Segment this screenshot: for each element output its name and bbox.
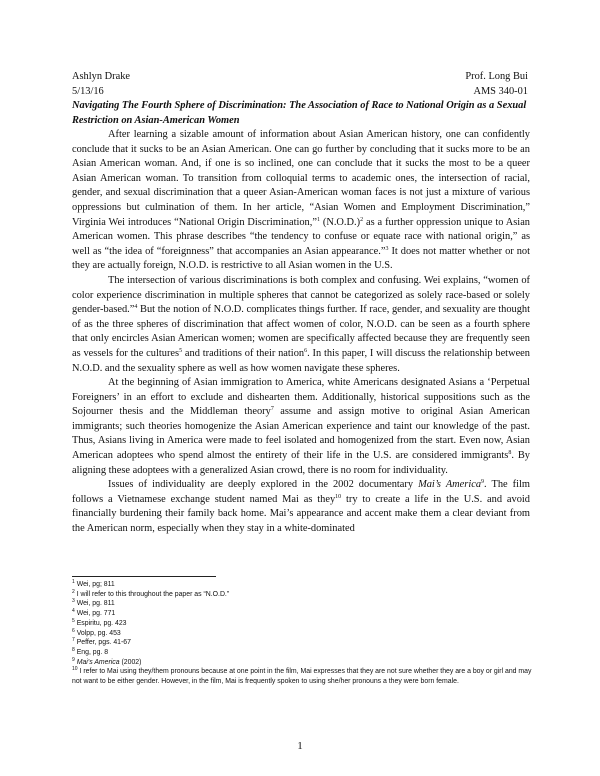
author-name: Ashlyn Drake [72,71,131,82]
footnote-ref-1[interactable]: 1 [316,216,320,223]
footnote: $^6$ Volpp, pg. 453 [72,627,121,637]
paragraph-3: At the beginning of Asian immigration to America, white Americans designated Asians a ‘Perpetual Foreigners’ in an effort to exclude and dishearten them. Additionally, historical suppositions such as the Sojourner thesis and the Middleman theory$^7$ assume and assign motive to original Asian American immigrants; such theories homogenize the Asian American experience and taint our knowledge of the past. Thus, Asians living in America were made to feel isolated and homogenized from the start. Even now, Asian American adoptees who spend almost the entirety of their life in the U.S. are considered immigrants$^8$. By aligning these adoptees with a generalized Asian crowd, there is no room for individuality. [72,377,530,476]
footnote: $^4$ Wei, pg. 771 [72,608,116,618]
footnote: $^9$ Mai’s America (2002) [72,656,142,666]
footnote: $^{10}$ I refer to Mai using they/them pronouns because at one point in the film, Mai expresses that they are not sure whether they are a boy or girl and may not want to be either gender. However, in the film, Mai is frequently spoken to using she/her pronouns a they were born female. [72,666,532,686]
footnote: $^7$ Peffer, pgs. 41-67 [72,637,131,647]
paper-title: Navigating The Fourth Sphere of Discrimination: The Association of Race to National Origin as a Sexual Restriction on Asian-American Women [72,100,527,126]
footnote-ref-6[interactable]: 6 [304,347,308,354]
professor-name: Prof. Long Bui [465,71,528,82]
footnote-ref-7[interactable]: 7 [270,406,274,413]
footnote: $^2$ I will refer to this throughout the paper as “N.O.D.” [72,588,230,598]
paragraph-2: The intersection of various discriminations is both complex and confusing. Wei explains, “women of color experience discrimination in multiple spheres that cannot be categorized as solely race-based or solely gender-based.”$^4$ But the notion of N.O.D. complicates things further. If race, gender, and sexuality are thought of as the three spheres of discrimination that affect women of color, N.O.D. can be seen as a fourth sphere that only encircles Asian American women; women are specifically affected because they are frequently seen as vessels for the cultures$^5$ and traditions of their nation$^6$. In this paper, I will discuss the relationship between N.O.D. and the sexuality sphere as well as how women navigate these spheres. [72,274,530,374]
footnote: $^3$ Wei, pg. 811 [72,598,115,608]
film-title: Mai’s America [418,479,482,491]
header-line-2 [72,85,528,100]
footnote: $^5$ Espiritu, pg. 423 [72,617,127,627]
header-line-1 [72,70,528,85]
footnote-ref-2[interactable]: 2 [360,216,364,223]
footnote-ref-5[interactable]: 5 [179,347,183,354]
footnote-ref-3[interactable]: 3 [385,245,389,252]
paragraph-1: After learning a sizable amount of information about Asian American history, one can confidently conclude that it sucks to be an Asian American. One can go further by concluding that it sucks more to be an Asian American woman. And, if one is so inclined, one can conclude that it sucks the most to be a queer Asian American woman. To transition from colloquial terms to academic ones, the intersection of racial, gender, and sexual discrimination that a queer Asian-American woman faces is not just a mixture of various oppressions but culmination of them. In her article, “Asian Women and Employment Discrimination,” Virginia Wei introduces “National Origin Discrimination,”$^1$ $(N.O.D.)^2$ as a further oppression unique to Asian American women. This phrase describes “the tendency to confuse or equate race with national origin,” as well as “the idea of “foreignness” that accompanies an Asian appearance.”$^3$ It does not matter whether or not they are actually foreign, N.O.D. is restrictive to all Asian women in the U.S. [72,129,530,272]
footnote-ref-4[interactable]: 4 [134,304,138,311]
footnote-ref-8[interactable]: 8 [508,450,512,457]
footnotes [72,580,532,687]
footnote: $^8$ Eng, pg. 8 [72,646,109,656]
course-code: AMS 340-01 [473,86,528,97]
date: 5/13/16 [72,86,104,97]
footnote: $^1$ Wei, pg; 811 [72,579,115,588]
footnote-ref-10[interactable]: 10 [335,493,342,500]
body-text [72,128,530,537]
footnote-ref-9[interactable]: 9 [481,479,485,486]
footnote-separator [72,576,216,577]
page-number: 1 [297,740,303,752]
paragraph-4: Issues of individuality are deeply explored in the 2002 documentary Mai’s America$^9$. The film follows a Vietnamese exchange student named Mai as they$^{10}$ try to create a life in the U.S. and avoid financially burdening their family back home. Mai’s appearance and accent make them a clear deviant from the American norm, especially when they stay in a white-dominated [72,479,530,535]
